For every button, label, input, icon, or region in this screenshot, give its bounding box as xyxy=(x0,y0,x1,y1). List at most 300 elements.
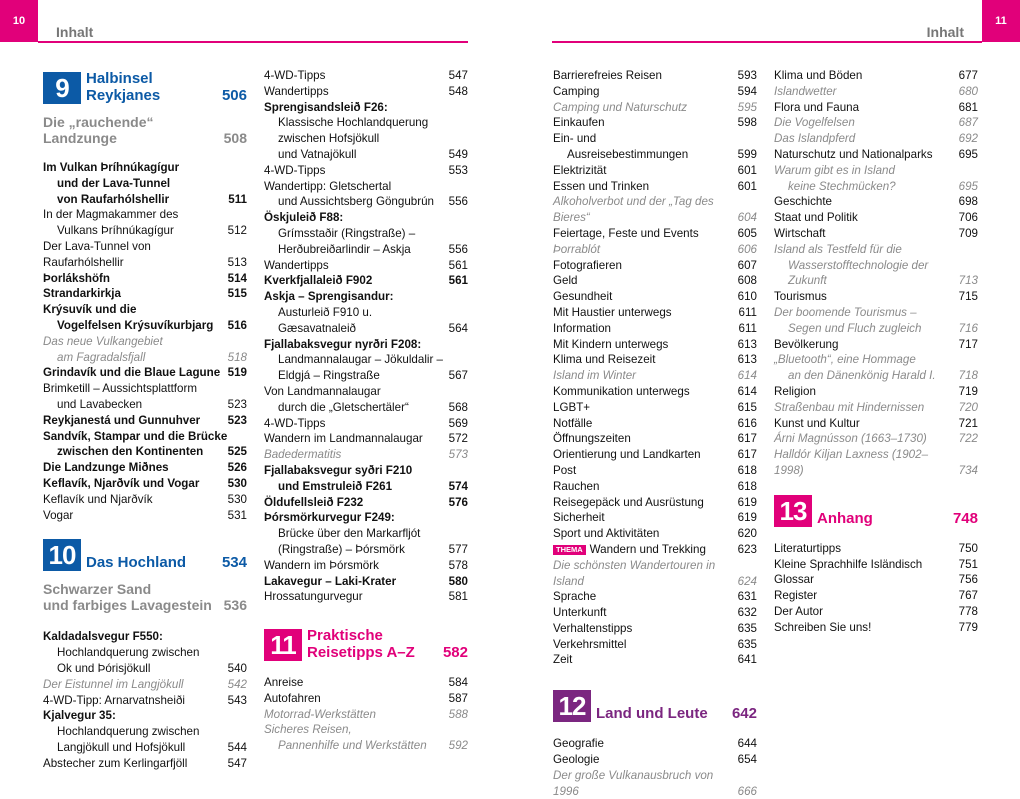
toc-entry-page: 706 xyxy=(958,211,978,225)
chapter-heading[interactable] xyxy=(553,690,757,722)
toc-column xyxy=(264,68,468,754)
toc-entry-page: 719 xyxy=(958,384,978,398)
toc-entry-title: Mit Haustier unterwegs xyxy=(553,305,672,319)
page-number-tab: 10 xyxy=(0,0,38,42)
toc-entry[interactable] xyxy=(43,334,247,350)
chapter-number: 12 xyxy=(553,690,591,722)
toc-entry-page: 573 xyxy=(448,448,468,462)
toc-entry[interactable] xyxy=(774,384,978,400)
toc-entry-title: Elektrizität xyxy=(553,163,607,177)
toc-entry[interactable] xyxy=(264,416,468,432)
toc-entry-title: Hrossatungurvegur xyxy=(264,590,363,604)
toc-entry[interactable] xyxy=(774,289,978,305)
toc-entry[interactable] xyxy=(774,337,978,353)
toc-entry[interactable] xyxy=(43,318,247,334)
toc-entry-page: 592 xyxy=(448,739,468,753)
toc-entry-title: Wandertipp: Gletschertal xyxy=(264,179,392,193)
toc-entry-title: „Bluetooth“, eine Hommage xyxy=(774,353,916,367)
chapter-number: 11 xyxy=(264,629,302,661)
toc-entry[interactable] xyxy=(774,68,978,84)
toc-entry[interactable] xyxy=(553,368,757,384)
chapter-heading[interactable] xyxy=(43,70,247,104)
toc-entry-title: Post xyxy=(553,463,577,477)
toc-entry[interactable] xyxy=(553,163,757,179)
toc-entry-page: 549 xyxy=(448,147,468,161)
toc-entry[interactable] xyxy=(264,479,468,495)
toc-entry[interactable] xyxy=(553,431,757,447)
toc-entry-title: Hochlandquerung zwischen xyxy=(57,725,200,739)
toc-entry[interactable] xyxy=(553,273,757,289)
toc-entry-title: Ok und Þórisjökull xyxy=(57,661,151,675)
toc-entry-title: Reykjanestá und Gunnuhver xyxy=(43,413,201,427)
chapter-title: Halbinsel Reykjanes xyxy=(86,70,161,104)
toc-entry-title: Árni Magnússon (1663–1730) xyxy=(774,432,927,446)
toc-entry-title: Keflavík, Njarðvík und Vogar xyxy=(43,476,200,490)
toc-entry[interactable] xyxy=(43,645,247,661)
subtitle-page: 508 xyxy=(223,130,247,146)
toc-entry-page: 695 xyxy=(958,179,978,193)
toc-column xyxy=(43,68,247,772)
toc-entry[interactable] xyxy=(264,100,468,116)
toc-entry-page: 512 xyxy=(227,224,247,238)
toc-entry-page: 514 xyxy=(227,271,247,285)
toc-entry-title: und der Lava-Tunnel xyxy=(57,176,171,190)
toc-entry[interactable] xyxy=(774,84,978,100)
toc-entry-page: 610 xyxy=(737,290,757,304)
toc-entry[interactable] xyxy=(264,242,468,258)
toc-entry[interactable] xyxy=(43,476,247,492)
toc-entry[interactable] xyxy=(43,724,247,740)
toc-entry-title: und Vatnajökull xyxy=(278,147,357,161)
toc-entry-page: 519 xyxy=(227,366,247,380)
toc-entry[interactable] xyxy=(264,84,468,100)
toc-entry[interactable] xyxy=(43,192,247,208)
chapter-title-line: Praktische xyxy=(307,627,383,645)
toc-entry-title: Sprengisandsleið F26: xyxy=(264,100,388,114)
chapter-title: Land und Leute xyxy=(596,705,708,723)
toc-entry-page: 720 xyxy=(958,400,978,414)
toc-entry[interactable] xyxy=(553,400,757,416)
toc-entry[interactable] xyxy=(43,176,247,192)
toc-entry[interactable] xyxy=(43,629,247,645)
toc-entry[interactable] xyxy=(43,160,247,176)
toc-entry-title: Die Landzunge Miðnes xyxy=(43,461,169,475)
toc-entry-title: Anreise xyxy=(264,676,304,690)
toc-entry-page: 716 xyxy=(958,321,978,335)
toc-entry-page: 666 xyxy=(737,784,757,798)
toc-entry-title: Die Vogelfelsen xyxy=(774,116,855,130)
toc-entry[interactable] xyxy=(264,163,468,179)
toc-entry-title: durch die „Gletschertäler“ xyxy=(278,400,409,414)
toc-list xyxy=(43,629,247,771)
toc-entry[interactable] xyxy=(553,768,757,799)
toc-entry[interactable] xyxy=(43,239,247,271)
toc-entry[interactable] xyxy=(774,194,978,210)
toc-entry[interactable] xyxy=(264,131,468,147)
toc-entry-page: 531 xyxy=(227,508,247,522)
toc-entry[interactable] xyxy=(553,605,757,621)
toc-entry-title: Autofahren xyxy=(264,691,321,705)
toc-entry[interactable] xyxy=(774,588,978,604)
toc-entry-text: Wandern und Trekking xyxy=(589,542,706,556)
toc-entry[interactable] xyxy=(264,147,468,163)
toc-entry[interactable] xyxy=(43,444,247,460)
toc-entry[interactable] xyxy=(264,400,468,416)
toc-entry[interactable] xyxy=(553,289,757,305)
toc-entry[interactable] xyxy=(264,384,468,400)
toc-entry-page: 601 xyxy=(737,163,757,177)
toc-entry[interactable] xyxy=(43,302,247,318)
toc-entry[interactable] xyxy=(264,194,468,210)
toc-entry-title: Der Eistunnel im Langjökull xyxy=(43,677,184,691)
toc-entry[interactable] xyxy=(774,210,978,226)
toc-entry[interactable] xyxy=(264,722,468,738)
toc-entry[interactable] xyxy=(774,557,978,573)
toc-entry[interactable] xyxy=(264,463,468,479)
toc-entry[interactable] xyxy=(553,637,757,653)
toc-entry-page: 613 xyxy=(737,353,757,367)
toc-entry-page: 594 xyxy=(737,84,757,98)
running-title: Inhalt xyxy=(56,24,94,40)
toc-entry[interactable] xyxy=(774,179,978,195)
page-number-tab: 11 xyxy=(982,0,1020,42)
toc-entry[interactable] xyxy=(774,321,978,337)
toc-entry-title: zwischen den Kontinenten xyxy=(57,445,204,459)
toc-entry[interactable] xyxy=(264,210,468,226)
toc-entry[interactable] xyxy=(264,574,468,590)
toc-entry-page: 618 xyxy=(737,479,757,493)
toc-entry[interactable] xyxy=(774,100,978,116)
chapter-heading[interactable] xyxy=(264,627,468,661)
toc-entry-page: 587 xyxy=(448,691,468,705)
toc-entry[interactable] xyxy=(553,463,757,479)
toc-entry[interactable] xyxy=(553,621,757,637)
chapter-heading[interactable] xyxy=(43,539,247,571)
toc-entry[interactable] xyxy=(43,429,247,445)
toc-entry-title: Verhaltenstipps xyxy=(553,621,633,635)
toc-entry[interactable] xyxy=(43,756,247,772)
toc-entry[interactable] xyxy=(43,286,247,302)
toc-entry-title: 4-WD-Tipps xyxy=(264,163,326,177)
toc-entry-page: 692 xyxy=(958,132,978,146)
toc-entry-page: 577 xyxy=(448,542,468,556)
toc-entry-page: 624 xyxy=(737,574,757,588)
toc-entry[interactable] xyxy=(774,258,978,290)
toc-entry-title: Information xyxy=(553,321,611,335)
toc-entry-title: Kverkfjallaleið F902 xyxy=(264,274,373,288)
toc-entry[interactable] xyxy=(264,738,468,754)
toc-entry-title: Brücke über den Markarfljót xyxy=(278,527,421,541)
toc-entry[interactable] xyxy=(553,495,757,511)
toc-entry[interactable] xyxy=(43,492,247,508)
toc-entry-title: Das neue Vulkangebiet xyxy=(43,334,163,348)
toc-entry-title: Austurleið F910 u. Gæsavatnaleið xyxy=(278,305,373,335)
toc-entry[interactable] xyxy=(774,368,978,384)
toc-entry[interactable] xyxy=(264,273,468,289)
toc-entry[interactable] xyxy=(264,368,468,384)
toc-entry-title: Kaldadalsvegur F550: xyxy=(43,630,163,644)
toc-entry-title: 4-WD-Tipp: Arnarvatnsheiði xyxy=(43,693,185,707)
toc-entry-title: Fjallabaksvegur nyrðri F208: xyxy=(264,337,422,351)
toc-entry-page: 518 xyxy=(227,350,247,364)
chapter-subtitle[interactable] xyxy=(43,581,247,613)
toc-entry-title: Das Islandpferd xyxy=(774,132,856,146)
toc-entry-page: 654 xyxy=(737,753,757,767)
toc-entry-title: Tourismus xyxy=(774,290,827,304)
toc-entry-title: Grindavík und die Blaue Lagune xyxy=(43,366,221,380)
toc-entry-page: 513 xyxy=(227,255,247,269)
toc-entry-title: Vogelfelsen Krýsuvíkurbjarg xyxy=(57,318,214,332)
toc-entry-page: 605 xyxy=(737,226,757,240)
toc-entry-title: Einkaufen xyxy=(553,116,605,130)
toc-entry-page: 530 xyxy=(227,476,247,490)
toc-entry[interactable] xyxy=(43,365,247,381)
toc-entry-title: Pannenhilfe und Werkstätten xyxy=(278,739,427,753)
toc-entry[interactable] xyxy=(553,510,757,526)
toc-entry-title: Þorrablót xyxy=(553,242,601,256)
toc-entry-page: 750 xyxy=(958,541,978,555)
toc-entry-title: In der Magmakammer des xyxy=(43,208,179,222)
toc-entry[interactable] xyxy=(43,693,247,709)
subtitle-text: Die „rauchende“ Landzunge xyxy=(43,114,154,146)
toc-entry-title: Kleine Sprachhilfe Isländisch xyxy=(774,557,923,571)
chapter-title: Das Hochland xyxy=(86,554,187,572)
toc-entry[interactable] xyxy=(553,194,757,226)
toc-entry-page: 607 xyxy=(737,258,757,272)
toc-entry[interactable] xyxy=(553,416,757,432)
toc-entry-title xyxy=(553,542,738,558)
toc-entry[interactable] xyxy=(774,305,978,321)
toc-entry[interactable] xyxy=(553,736,757,752)
toc-entry[interactable] xyxy=(43,740,247,756)
toc-entry-page: 572 xyxy=(448,432,468,446)
toc-entry[interactable] xyxy=(774,400,978,416)
toc-entry-page: 616 xyxy=(737,416,757,430)
toc-entry[interactable] xyxy=(43,413,247,429)
toc-entry[interactable] xyxy=(553,258,757,274)
toc-entry[interactable] xyxy=(553,321,757,337)
toc-entry-title: Þorlákshöfn xyxy=(43,271,110,285)
toc-entry[interactable] xyxy=(553,447,757,463)
toc-entry-page: 576 xyxy=(448,495,468,509)
toc-entry-page: 687 xyxy=(958,116,978,130)
toc-entry[interactable] xyxy=(264,589,468,605)
toc-entry[interactable] xyxy=(43,381,247,397)
toc-entry-page: 721 xyxy=(958,416,978,430)
toc-entry[interactable] xyxy=(774,226,978,242)
toc-entry[interactable] xyxy=(264,495,468,511)
toc-entry-page: 641 xyxy=(737,653,757,667)
toc-entry[interactable] xyxy=(264,707,468,723)
chapter-page: 642 xyxy=(731,705,757,723)
toc-entry[interactable] xyxy=(774,115,978,131)
toc-entry-page: 734 xyxy=(958,463,978,477)
toc-entry-title: Abstecher zum Kerlingarfjöll xyxy=(43,756,188,770)
chapter-heading[interactable] xyxy=(774,495,978,527)
toc-entry-title: Öffnungszeiten xyxy=(553,432,631,446)
toc-entry-page: 556 xyxy=(448,242,468,256)
toc-entry-title: Camping und Naturschutz xyxy=(553,100,688,114)
toc-entry[interactable] xyxy=(553,68,757,84)
toc-entry-page: 611 xyxy=(738,305,757,319)
toc-entry-title: Sport und Aktivitäten xyxy=(553,527,660,541)
toc-list xyxy=(774,541,978,636)
toc-entry[interactable] xyxy=(553,526,757,542)
toc-entry-page: 778 xyxy=(958,604,978,618)
toc-entry[interactable] xyxy=(264,352,468,368)
toc-entry-page: 635 xyxy=(737,621,757,635)
toc-entry-page: 614 xyxy=(737,369,757,383)
toc-entry-page: 606 xyxy=(737,242,757,256)
toc-entry-title: Askja – Sprengisandur: xyxy=(264,290,394,304)
toc-entry[interactable] xyxy=(43,677,247,693)
toc-entry[interactable] xyxy=(264,258,468,274)
toc-entry-title: Alkoholverbot und der „Tag des Bieres“ xyxy=(553,195,714,225)
toc-entry-title: Wasserstofftechnologie der Zukunft xyxy=(788,258,929,288)
toc-entry[interactable] xyxy=(264,337,468,353)
toc-entry[interactable] xyxy=(43,271,247,287)
toc-entry[interactable] xyxy=(43,460,247,476)
toc-entry-page: 635 xyxy=(737,637,757,651)
toc-entry[interactable] xyxy=(774,352,978,368)
toc-entry[interactable] xyxy=(43,223,247,239)
toc-entry-page: 525 xyxy=(227,445,247,459)
toc-entry-page: 588 xyxy=(448,707,468,721)
toc-entry[interactable] xyxy=(264,289,468,305)
toc-entry-title: Staat und Politik xyxy=(774,211,858,225)
toc-entry-page: 598 xyxy=(737,116,757,130)
toc-entry[interactable] xyxy=(264,675,468,691)
toc-entry[interactable] xyxy=(553,131,757,147)
toc-entry[interactable] xyxy=(43,508,247,524)
toc-entry[interactable] xyxy=(774,131,978,147)
toc-entry-title: Unterkunft xyxy=(553,606,607,620)
toc-entry[interactable] xyxy=(264,431,468,447)
thema-badge: THEMA xyxy=(553,545,586,555)
toc-entry-title: Sicheres Reisen, xyxy=(264,723,352,737)
toc-entry[interactable] xyxy=(264,179,468,195)
toc-entry[interactable] xyxy=(264,542,468,558)
toc-entry[interactable] xyxy=(553,479,757,495)
toc-entry[interactable] xyxy=(264,305,468,337)
toc-entry-title: 4-WD-Tipps xyxy=(264,69,326,82)
toc-entry-page: 601 xyxy=(737,179,757,193)
toc-entry[interactable] xyxy=(553,352,757,368)
toc-entry[interactable] xyxy=(553,115,757,131)
toc-entry[interactable] xyxy=(43,207,247,223)
toc-entry-title: Camping xyxy=(553,84,600,98)
toc-entry[interactable] xyxy=(264,226,468,242)
toc-entry-title: Bevölkerung xyxy=(774,337,839,351)
toc-entry-page: 526 xyxy=(227,461,247,475)
toc-entry-title: Badedermatitis xyxy=(264,448,342,462)
chapter-subtitle[interactable] xyxy=(43,114,247,146)
toc-entry[interactable] xyxy=(43,350,247,366)
toc-entry-title: Zeit xyxy=(553,653,573,667)
toc-entry[interactable] xyxy=(553,652,757,668)
toc-entry-page: 511 xyxy=(228,192,247,206)
toc-entry[interactable] xyxy=(264,510,468,526)
toc-entry[interactable] xyxy=(264,691,468,707)
toc-entry-page: 709 xyxy=(958,226,978,240)
chapter-title: Anhang xyxy=(817,509,873,527)
toc-entry[interactable] xyxy=(774,541,978,557)
toc-column xyxy=(553,68,757,799)
toc-entry[interactable] xyxy=(553,305,757,321)
toc-entry-title: Sicherheit xyxy=(553,511,605,525)
toc-entry[interactable] xyxy=(264,68,468,84)
toc-entry-title: Kommunikation unterwegs xyxy=(553,384,690,398)
toc-entry[interactable] xyxy=(43,397,247,413)
toc-entry-title: und Emstruleið F261 xyxy=(278,479,393,493)
toc-entry-page: 618 xyxy=(737,463,757,477)
toc-entry-page: 751 xyxy=(958,557,978,571)
toc-column xyxy=(774,68,978,636)
toc-entry-page: 556 xyxy=(448,195,468,209)
toc-entry[interactable] xyxy=(553,179,757,195)
chapter-title xyxy=(302,627,443,661)
toc-entry[interactable] xyxy=(553,558,757,590)
toc-entry[interactable] xyxy=(264,447,468,463)
toc-entry-page: 568 xyxy=(448,400,468,414)
toc-entry-page: 767 xyxy=(958,589,978,603)
toc-entry-page: 619 xyxy=(737,495,757,509)
toc-entry[interactable] xyxy=(553,384,757,400)
toc-entry[interactable] xyxy=(774,572,978,588)
toc-entry[interactable] xyxy=(553,84,757,100)
toc-entry[interactable] xyxy=(553,589,757,605)
toc-entry[interactable] xyxy=(553,542,757,558)
toc-entry[interactable] xyxy=(774,147,978,163)
toc-entry[interactable] xyxy=(264,526,468,542)
toc-entry[interactable] xyxy=(774,620,978,636)
toc-entry-title: Ausreisebestimmungen xyxy=(567,147,689,161)
toc-entry[interactable] xyxy=(553,337,757,353)
toc-entry-page: 543 xyxy=(227,693,247,707)
toc-entry-title: Sprache xyxy=(553,590,597,604)
toc-list xyxy=(264,675,468,754)
toc-entry[interactable] xyxy=(774,431,978,447)
toc-entry[interactable] xyxy=(774,163,978,179)
toc-entry-page: 530 xyxy=(227,492,247,506)
toc-entry-page: 680 xyxy=(958,84,978,98)
toc-entry[interactable] xyxy=(43,708,247,724)
toc-entry-title: Krýsuvík und die xyxy=(43,303,137,317)
toc-entry[interactable] xyxy=(774,416,978,432)
toc-entry[interactable] xyxy=(553,752,757,768)
toc-entry[interactable] xyxy=(43,661,247,677)
toc-entry[interactable] xyxy=(553,147,757,163)
toc-entry[interactable] xyxy=(774,242,978,258)
toc-entry[interactable] xyxy=(553,226,757,242)
toc-entry[interactable] xyxy=(264,115,468,131)
toc-entry-page: 756 xyxy=(958,573,978,587)
toc-entry-title: keine Stechmücken? xyxy=(788,179,896,193)
toc-entry[interactable] xyxy=(553,100,757,116)
toc-entry-title: Naturschutz und Nationalparks xyxy=(774,147,933,161)
toc-entry[interactable] xyxy=(774,447,978,479)
chapter-number: 10 xyxy=(43,539,81,571)
subtitle-line: Schwarzer Sand xyxy=(43,581,152,598)
toc-entry[interactable] xyxy=(264,558,468,574)
toc-entry-title: Island im Winter xyxy=(553,369,637,383)
toc-entry-title: Von Landmannalaugar xyxy=(264,384,381,398)
toc-entry-title: Mit Kindern unterwegs xyxy=(553,337,669,351)
toc-entry[interactable] xyxy=(553,242,757,258)
toc-entry-page: 717 xyxy=(958,337,978,351)
toc-entry-page: 617 xyxy=(737,448,757,462)
toc-entry[interactable] xyxy=(774,604,978,620)
